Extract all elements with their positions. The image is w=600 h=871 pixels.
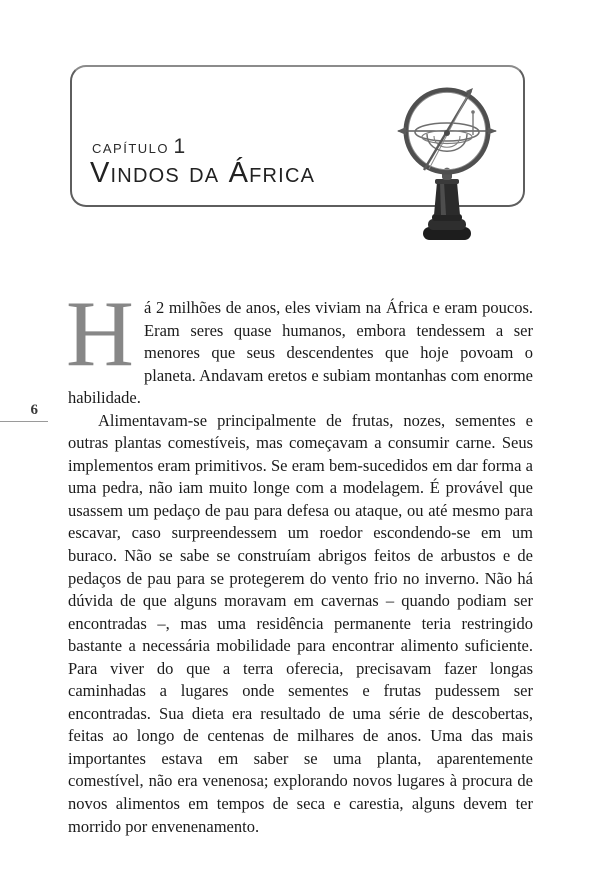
page-number: 6 (30, 402, 38, 418)
chapter-line (92, 135, 185, 159)
chapter-title: Vindos da África (90, 157, 316, 189)
chapter-number: 1 (173, 135, 186, 158)
chapter-header-box (70, 65, 525, 207)
opening-paragraph-text: á 2 milhões de anos, eles viviam na África e eram poucos. Eram seres quase humanos, embora tendessem a ser menores que seus descendentes que hoje povoam o planeta. Andavam eretos e subiam montanhas com enorme habilidade. (68, 298, 533, 408)
second-paragraph: Alimentavam-se principalmente de frutas, nozes, sementes e outras plantas comestíveis, mas começavam a consumir carne. Seus implementos eram primitivos. Se eram bem-sucedidos em dar forma a uma pedra, não iam muito longe com a modelagem. É provável que usassem um pedaço de pau para defesa ou ataque, ou até mesmo para escavar, caso surpreendessem um roedor escondendo-se em um buraco. Não se sabe se construíam abrigos feitos de arbustos e de pedaços de pau para se protegerem do vento frio no inverno. Não há dúvida de que alguns moravam em cavernas – quando podiam ser encontradas –, mas uma residência permanente teria restringido bastante a necessária mobilidade para encontrar alimento suficiente. Para viver do que a terra oferecia, precisavam fazer longas caminhadas a lugares onde sementes e frutas pudessem ser encontradas. Sua dieta era resultado de uma série de descobertas, feitas ao longo de centenas de milhares de anos. Uma das mais importantes estava em saber se uma planta, aparentemente comestível, não era venenosa; explorando novos lugares à procura de novos alimentos em tempos de seca e carestia, alguns devem ter morrido por envenenamento. (68, 410, 533, 836)
opening-paragraph (66, 282, 533, 410)
chapter-label: capítulo (92, 137, 170, 158)
body-text (66, 282, 533, 838)
drop-cap: H (66, 282, 134, 386)
page-number-block (0, 401, 48, 422)
margin-rule (0, 421, 48, 422)
armillary-sphere-icon (396, 87, 498, 245)
